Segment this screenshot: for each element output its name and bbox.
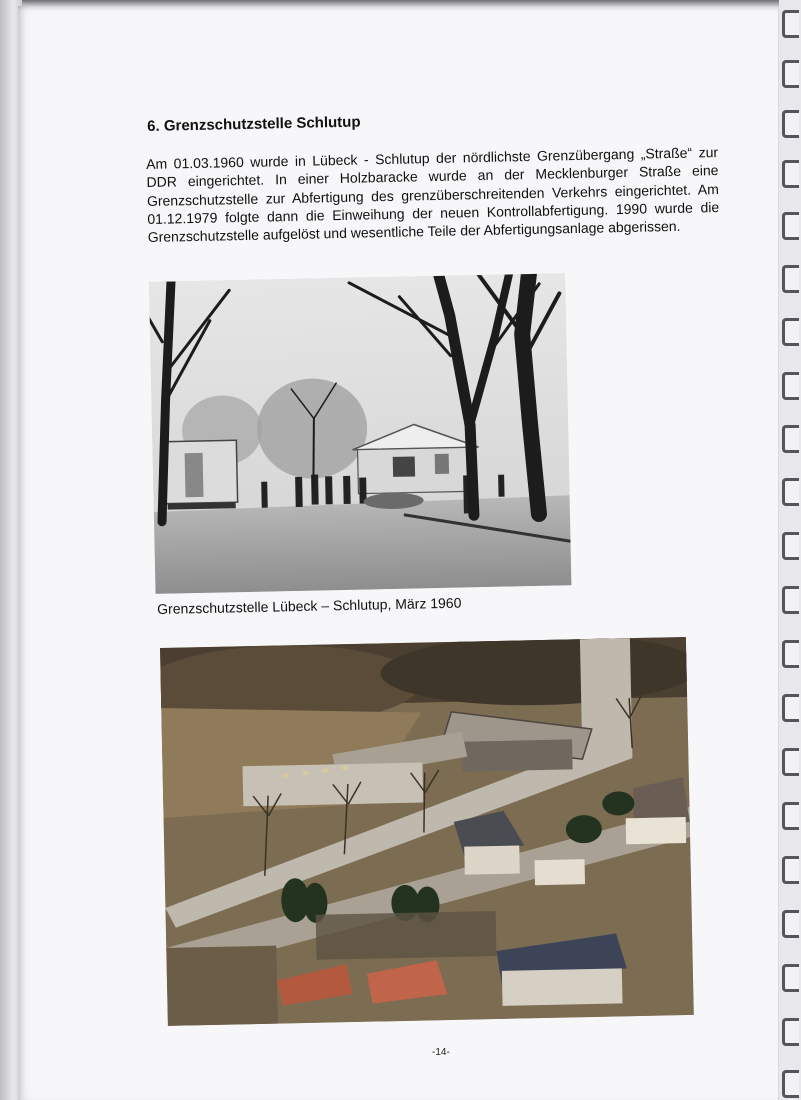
binding-ring [782,10,799,38]
binding-ring [782,910,799,938]
binding-ring [782,478,799,506]
binding-ring [782,318,799,346]
page-number: -14- [432,1047,450,1058]
binding-ring [782,1070,799,1098]
binding-ring [782,532,799,560]
binding-ring [782,856,799,884]
binding-ring [782,212,799,240]
section-heading: 6. Grenzschutzstelle Schlutup [147,113,361,135]
photo-border-post-1960 [149,273,571,594]
binding-ring [782,694,799,722]
photo-aerial-control-facility [160,637,694,1026]
binding-ring [782,1018,799,1046]
body-paragraph: Am 01.03.1960 wurde in Lübeck - Schlutup der nördlichste Grenzübergang „Straße“ zur DDR eingerichtet. In einer Holzbaracke wurde an der Mecklenburger Straße eine Grenzschutzstelle zur Abfertigung des grenzüberschreitenden Verkehrs eingerichtet. Am 01.12.1979 folgte dann die Einweihung der neuen Kontrollabfertigung. 1990 wurde die Grenzschutzstelle aufgelöst und wesentliche Teile der Abfertigungsanlage abgerissen. [146,144,720,246]
binding-ring [782,586,799,614]
photo-caption: Grenzschutzstelle Lübeck – Schlutup, März 1960 [157,594,462,617]
binding-ring [782,748,799,776]
binding-ring [782,372,799,400]
binding-ring [782,160,799,188]
binding-ring [782,964,799,992]
binding-ring [782,640,799,668]
binding-ring [782,425,799,453]
binding-ring [782,802,799,830]
binding-ring [782,60,799,88]
spiral-binding [779,0,801,1100]
binding-ring [782,110,799,138]
binding-ring [782,265,799,293]
